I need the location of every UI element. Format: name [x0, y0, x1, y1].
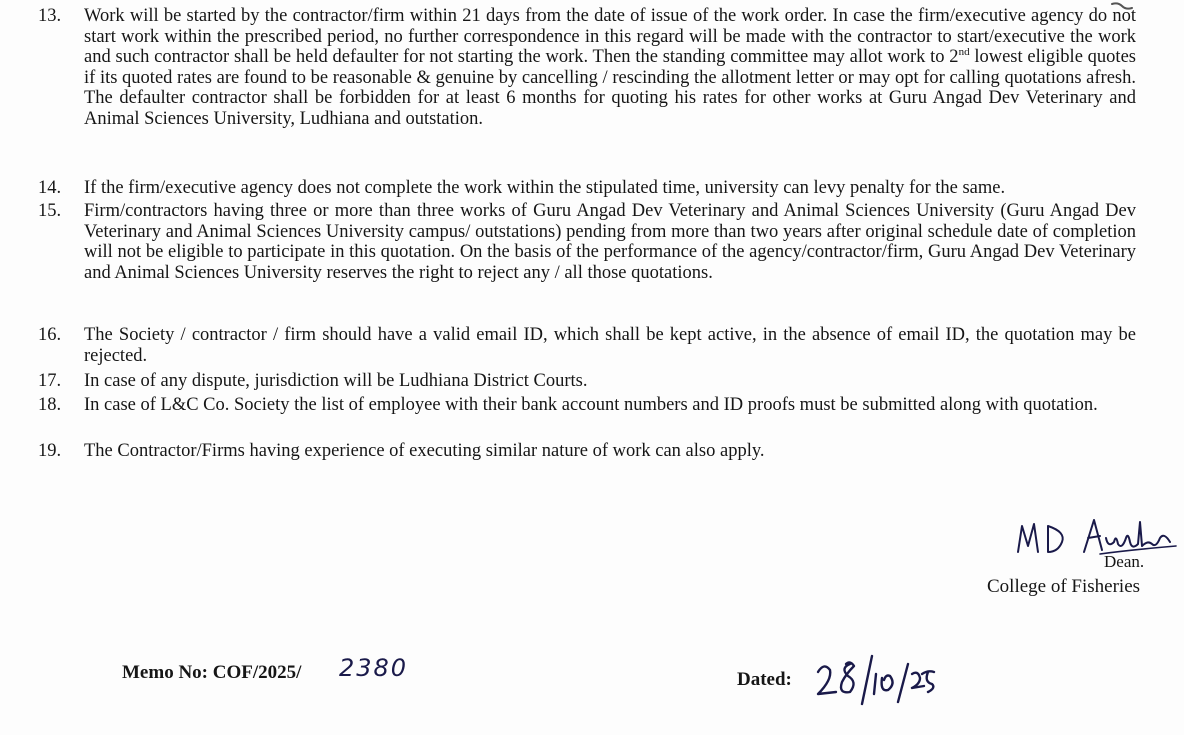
- clause-text: The Contractor/Firms having experience of executing similar nature of work can also apply.: [84, 441, 765, 461]
- corner-pen-mark: [1108, 0, 1138, 20]
- handwritten-date: [810, 650, 940, 710]
- clause-text: In case of any dispute, jurisdiction will be Ludhiana District Courts.: [84, 371, 588, 391]
- ordinal-suffix: nd: [958, 45, 970, 58]
- clause-number: 14.: [38, 178, 62, 198]
- clause-text: If the firm/executive agency does not complete the work within the stipulated time, university can levy penalty for the same.: [84, 178, 1006, 198]
- clause-number: 17.: [38, 371, 62, 391]
- signatory-institution: College of Fisheries: [987, 576, 1141, 597]
- clause-text: The Society / contractor / firm should have a valid email ID, which shall be kept active, in the absence of email ID, the quotation may be rejected.: [84, 325, 1136, 366]
- memo-number-label: Memo No: COF/2025/: [122, 662, 302, 683]
- clause-text: Firm/contractors having three or more than three works of Guru Angad Dev Veterinary and Animal Sciences University (Guru Angad Dev Veterinary and Animal Sciences University campus/ outstations) pending from more than two years after original schedule date of completion will not be eligible to participate in this quotation. On the basis of the performance of the agency/contractor/firm, Guru Angad Dev Veterinary and Animal Sciences University reserves the right to reject any / all those quotations.: [84, 201, 1136, 283]
- signatory-designation: Dean.: [1104, 552, 1145, 571]
- clause-number: 13.: [38, 6, 62, 26]
- handwritten-signature: [1010, 512, 1184, 562]
- memo-number-handwritten: 2380: [339, 654, 409, 682]
- dated-label: Dated:: [737, 669, 792, 690]
- clause-number: 18.: [38, 395, 62, 415]
- clause-number: 16.: [38, 325, 62, 345]
- clause-number: 15.: [38, 201, 62, 221]
- clause-text: Work will be started by the contractor/firm within 21 days from the date of issue of the work order. In case the firm/executive agency do not start work within the prescribed period, no further correspondence in this regard will be made with the contractor to start/executive the work and such contractor shall be held defaulter for not starting the work. Then the standing committee may allot work to 2nd lowest eligible quotes if its quoted rates are found to be reasonable & genuine by cancelling / rescinding the allotment letter or may opt for calling quotations afresh. The defaulter contractor shall be forbidden for at least 6 months for quoting his rates for other works at Guru Angad Dev Veterinary and Animal Sciences University, Ludhiana and outstation.: [84, 6, 1136, 129]
- clause-text: In case of L&C Co. Society the list of employee with their bank account numbers and ID proofs must be submitted along with quotation.: [84, 395, 1098, 415]
- clause-number: 19.: [38, 441, 62, 461]
